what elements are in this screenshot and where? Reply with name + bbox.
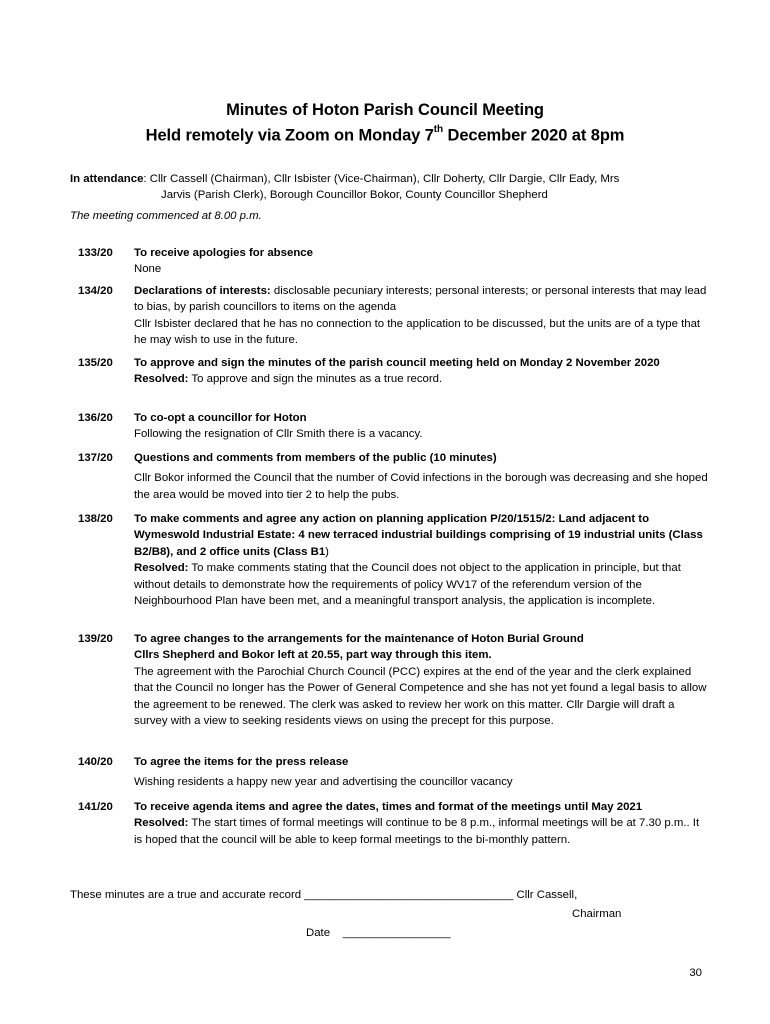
item-number: 138/20	[78, 513, 113, 525]
item-number: 137/20	[78, 452, 113, 464]
subtitle-text-pre: Held remotely via Zoom on Monday 7	[145, 126, 434, 145]
item-text: The agreement with the Parochial Church Council (PCC) expires at the end of the year and the clerk explained that the Council no longer has the Power of General Competence and she has not yet found a legal basis to allow the agreement to be renewed. The clerk was asked to review her work on this matter. Cllr Dargie will draft a survey with a view to seeking residents views on using the precept for this purpose.	[134, 665, 707, 728]
page-number: 30	[689, 967, 702, 979]
item-text: Cllr Bokor informed the Council that the number of Covid infections in the borough was decreasing and she hoped the area would be moved into tier 2 to help the pubs.	[134, 472, 708, 501]
item-heading: To co-opt a councillor for Hoton	[134, 412, 307, 424]
item-text: Cllr Isbister declared that he has no connection to the application to be discussed, but the units are of a type that he may wish to use in the future.	[134, 317, 701, 347]
signature-role: Chairman	[572, 908, 622, 920]
item-heading-tail: )	[325, 545, 329, 558]
signature-line: These minutes are a true and accurate record _________________________________ Cllr Cassell,	[70, 889, 578, 901]
item-text: Following the resignation of Cllr Smith there is a vacancy.	[134, 428, 423, 441]
item-subheading: Cllrs Shepherd and Bokor left at 20.55, part way through this item.	[134, 649, 492, 662]
attendance-line-1: : Cllr Cassell (Chairman), Cllr Isbister (Vice-Chairman), Cllr Doherty, Cllr Dargie, Cllr Eady, Mrs	[143, 173, 620, 185]
resolved-label: Resolved:	[134, 562, 189, 575]
item-resolution	[134, 815, 709, 848]
item-resolution	[134, 560, 709, 609]
item-heading: To agree the items for the press release	[134, 756, 349, 768]
item-heading: To receive apologies for absence	[134, 247, 313, 259]
item-number: 134/20	[78, 285, 113, 297]
resolved-text: The start times of formal meetings will continue to be 8 p.m., informal meetings will be at 7.30 p.m.. It is hoped that the council will be able to keep formal meetings to the bi-monthly pattern.	[134, 817, 700, 846]
item-number: 133/20	[78, 247, 113, 259]
meeting-commenced-note: The meeting commenced at 8.00 p.m.	[70, 210, 262, 222]
resolved-label: Resolved:	[134, 373, 189, 386]
subtitle-text-post: December 2020 at 8pm	[443, 126, 625, 145]
attendance-line-2: Jarvis (Parish Clerk), Borough Councillor Bokor, County Councillor Shepherd	[161, 189, 548, 201]
item-heading: Questions and comments from members of the public (10 minutes)	[134, 452, 497, 464]
date-label: Date	[306, 927, 331, 939]
item-heading-bold: To make comments and agree any action on planning application P/20/1515/2: Land adjacent to Wymeswold Industrial Estate: 4 new terraced industrial buildings comprising of 19 industrial units (Class B2/B8), and 2 office units (Class B1	[134, 513, 703, 558]
item-text: Wishing residents a happy new year and advertising the councillor vacancy	[134, 776, 513, 789]
document-title: Minutes of Hoton Parish Council Meeting	[226, 101, 544, 119]
item-number: 140/20	[78, 756, 113, 768]
resolved-label: Resolved:	[134, 817, 189, 830]
subtitle-superscript: th	[433, 124, 444, 135]
resolved-text: To approve and sign the minutes as a true record.	[188, 373, 443, 386]
resolved-text: To make comments stating that the Council does not object to the application in principle, but that without details to demonstrate how the requirements of policy WV17 of the referendum version of the Neighbourhood Plan have been met, and a meaningful transport analysis, the application is incomplete.	[134, 562, 681, 608]
document-subtitle	[0, 126, 770, 146]
item-heading	[134, 283, 709, 316]
item-heading: To agree changes to the arrangements for the maintenance of Hoton Burial Ground	[134, 633, 584, 645]
item-heading-bold: Declarations of interests:	[134, 285, 271, 297]
item-heading-rest: disclosable pecuniary interests; personal interests; or personal interests that may lead to bias, by parish councillors to items on the agenda	[134, 285, 707, 314]
item-resolution	[134, 371, 709, 387]
item-heading	[134, 511, 709, 560]
item-number: 136/20	[78, 412, 113, 424]
item-heading: To approve and sign the minutes of the parish council meeting held on Monday 2 November 2020	[134, 357, 660, 369]
date-line: _________________	[342, 927, 451, 939]
attendance-label: In attendance	[70, 173, 144, 185]
date-field	[306, 927, 450, 939]
item-text: None	[134, 263, 162, 276]
item-number: 135/20	[78, 357, 113, 369]
item-heading: To receive agenda items and agree the dates, times and format of the meetings until May 2021	[134, 801, 643, 813]
attendance-block	[70, 171, 700, 203]
item-number: 139/20	[78, 633, 113, 645]
item-number: 141/20	[78, 801, 113, 813]
